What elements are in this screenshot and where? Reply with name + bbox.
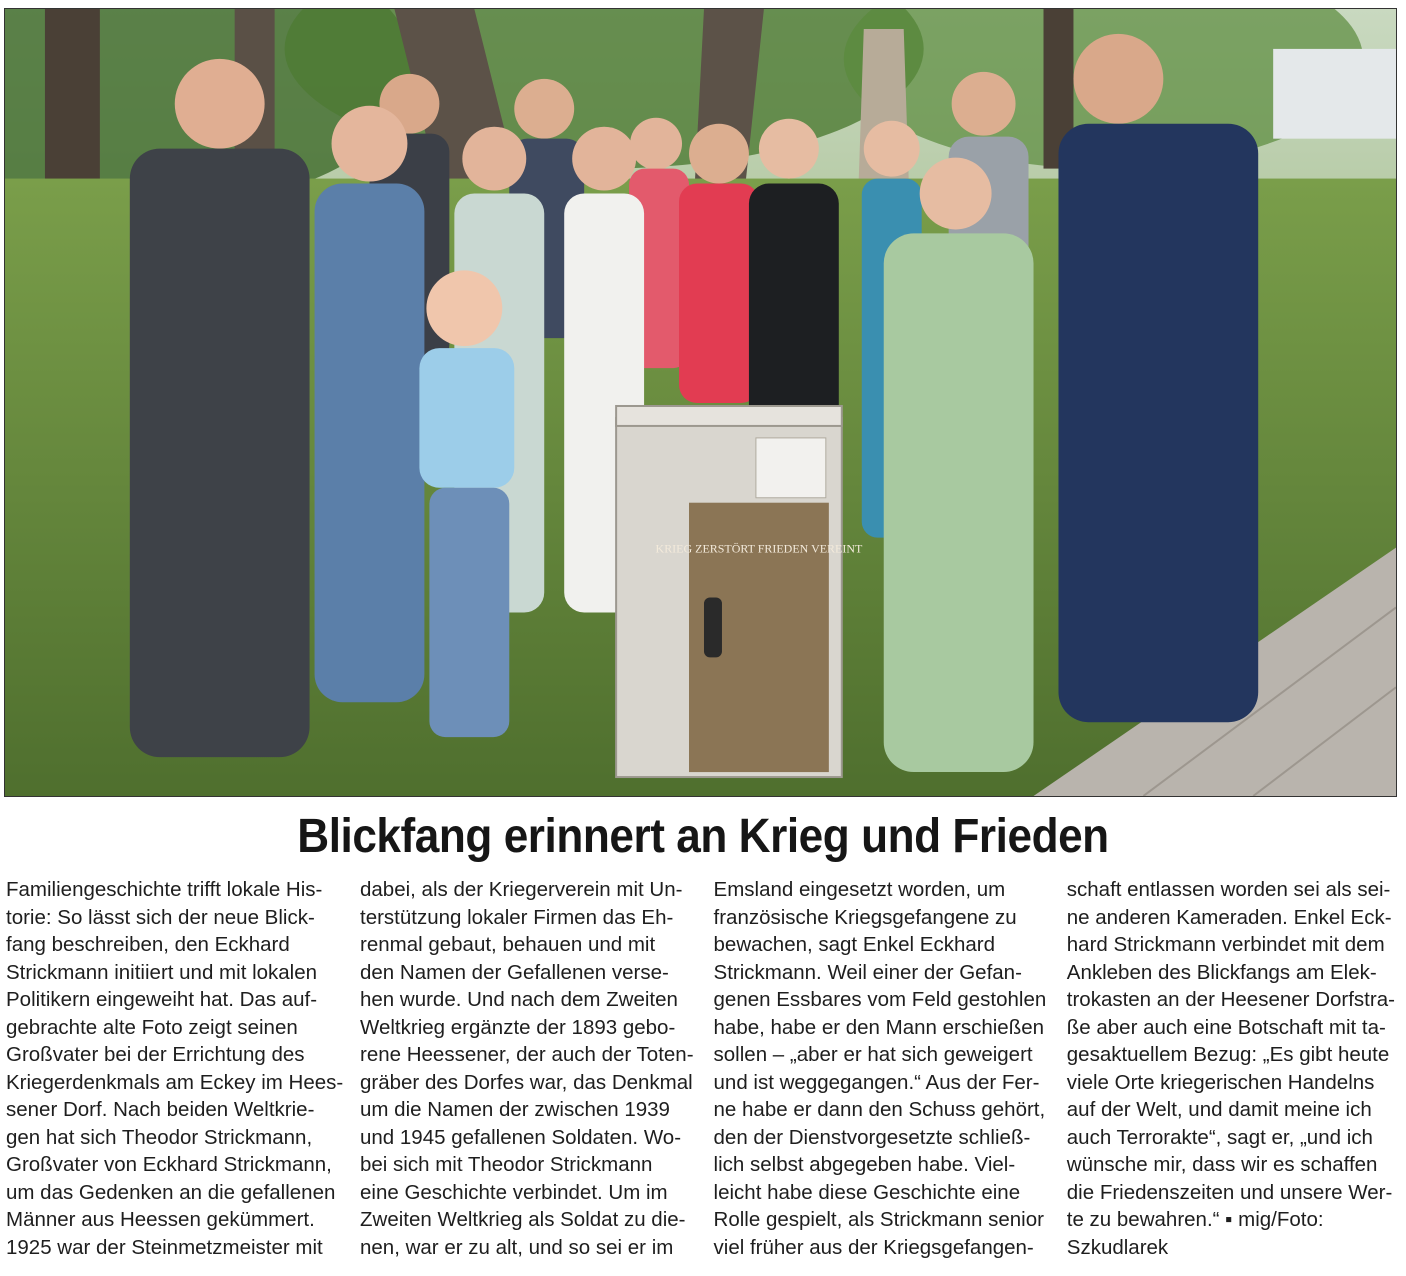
text-line: genen Essbares vom Feld gestohlen <box>713 988 1047 1011</box>
text-line: um das Gedenken an die gefallenen <box>6 1180 336 1204</box>
text-line: Emsland eingesetzt worden, um <box>713 878 1006 901</box>
text-line: gen hat sich Theodor Strickmann, <box>6 1125 313 1149</box>
text-line: den der Dienstvorgesetzte schließ- <box>713 1125 1031 1149</box>
text-line: torie: So lässt sich der neue Blick- <box>6 905 315 929</box>
text-line: leicht habe diese Geschichte eine <box>713 1180 1021 1204</box>
text-line: Kriegerdenkmals am Eckey im Hees- <box>6 1070 344 1094</box>
text-line: französische Kriegsgefangene zu <box>713 905 1017 929</box>
text-column-4 <box>1067 876 1400 1266</box>
text-line: schaft entlassen worden sei als sei- <box>1066 878 1391 901</box>
text-line: ße aber auch eine Botschaft mit ta- <box>1066 1015 1386 1039</box>
text-line: gesaktuellem Bezug: „Es gibt heute <box>1066 1043 1390 1066</box>
headline: Blickfang erinnert an Krieg und Frieden <box>297 810 1109 863</box>
text-line: viele Orte kriegerischen Handelns <box>1066 1070 1375 1094</box>
text-line: auch Terrorakte“, sagt er, „und ich <box>1066 1125 1373 1149</box>
text-line: rene Heessener, der auch der Toten- <box>360 1043 694 1066</box>
text-line: Szkudlarek <box>1066 1235 1169 1259</box>
text-line: und 1945 gefallenen Soldaten. Wo- <box>360 1125 682 1149</box>
text-line: gräber des Dorfes war, das Denkmal <box>360 1070 693 1094</box>
text-line: Großvater von Eckhard Strickmann, <box>6 1153 332 1176</box>
text-line: hen wurde. Und nach dem Zweiten <box>360 988 678 1011</box>
utility-box <box>616 406 863 777</box>
text-line: ne anderen Kameraden. Enkel Eck- <box>1066 905 1392 929</box>
text-column-1 <box>6 876 344 1266</box>
text-line: bewachen, sagt Enkel Eckhard <box>713 933 996 956</box>
group-photo-illustration <box>5 9 1396 796</box>
text-line: hard Strickmann verbindet mit dem <box>1066 933 1385 956</box>
poster-text: KRIEG ZERSTÖRT FRIEDEN VEREINT <box>655 541 863 556</box>
text-line: um die Namen der zwischen 1939 <box>360 1098 670 1121</box>
text-line: wünsche mir, dass wir es schaffen <box>1066 1153 1378 1176</box>
text-line: terstützung lokaler Firmen das Eh- <box>360 905 674 929</box>
text-line: eine Geschichte verbindet. Um im <box>360 1180 668 1204</box>
text-line: ne habe er dann den Schuss gehört, <box>713 1098 1046 1121</box>
text-line: den Namen der Gefallenen verse- <box>360 960 669 984</box>
text-line: lich selbst abgegeben habe. Viel- <box>713 1153 1016 1176</box>
article-photo <box>4 8 1397 797</box>
text-line: fang beschreiben, den Eckhard <box>6 933 290 956</box>
text-line: Familiengeschichte trifft lokale His- <box>6 878 323 901</box>
text-line: te zu bewahren.“ ▪ mig/Foto: <box>1066 1208 1324 1231</box>
text-line: und ist weggegangen.“ Aus der Fer- <box>713 1070 1040 1094</box>
text-line: bei sich mit Theodor Strickmann <box>360 1153 653 1176</box>
text-line: sener Dorf. Nach beiden Weltkrie- <box>6 1098 315 1121</box>
text-line: Ankleben des Blickfangs am Elek- <box>1066 960 1377 984</box>
text-line: viel früher aus der Kriegsgefangen- <box>713 1235 1034 1259</box>
text-column-3 <box>714 876 1047 1266</box>
text-line: Strickmann. Weil einer der Gefan- <box>713 960 1022 984</box>
text-line: 1925 war der Steinmetzmeister mit <box>6 1235 323 1259</box>
article-body <box>6 876 1400 1266</box>
text-line: gebrachte alte Foto zeigt seinen <box>6 1015 298 1039</box>
text-line: die Friedenszeiten und unsere Wer- <box>1066 1180 1393 1204</box>
text-line: auf der Welt, und damit meine ich <box>1066 1098 1372 1121</box>
text-line: Zweiten Weltkrieg als Soldat zu die- <box>360 1208 686 1231</box>
text-line: habe, habe er den Mann erschießen <box>713 1015 1045 1039</box>
text-line: Männer aus Heessen gekümmert. <box>6 1208 315 1231</box>
text-line: Großvater bei der Errichtung des <box>6 1043 305 1066</box>
text-line: Strickmann initiiert und mit lokalen <box>6 960 318 984</box>
text-line: Politikern eingeweiht hat. Das auf- <box>6 988 318 1011</box>
text-line: sollen – „aber er hat sich geweigert <box>713 1043 1033 1066</box>
text-line: renmal gebaut, behauen und mit <box>360 933 656 956</box>
text-line: trokasten an der Heesener Dorfstra- <box>1066 988 1395 1011</box>
text-line: nen, war er zu alt, und so sei er im <box>360 1235 674 1259</box>
text-line: Weltkrieg ergänzte der 1893 gebo- <box>360 1015 676 1039</box>
text-column-2 <box>360 876 694 1266</box>
text-line: dabei, als der Kriegerverein mit Un- <box>360 878 683 901</box>
text-line: Rolle gespielt, als Strickmann senior <box>713 1208 1044 1231</box>
